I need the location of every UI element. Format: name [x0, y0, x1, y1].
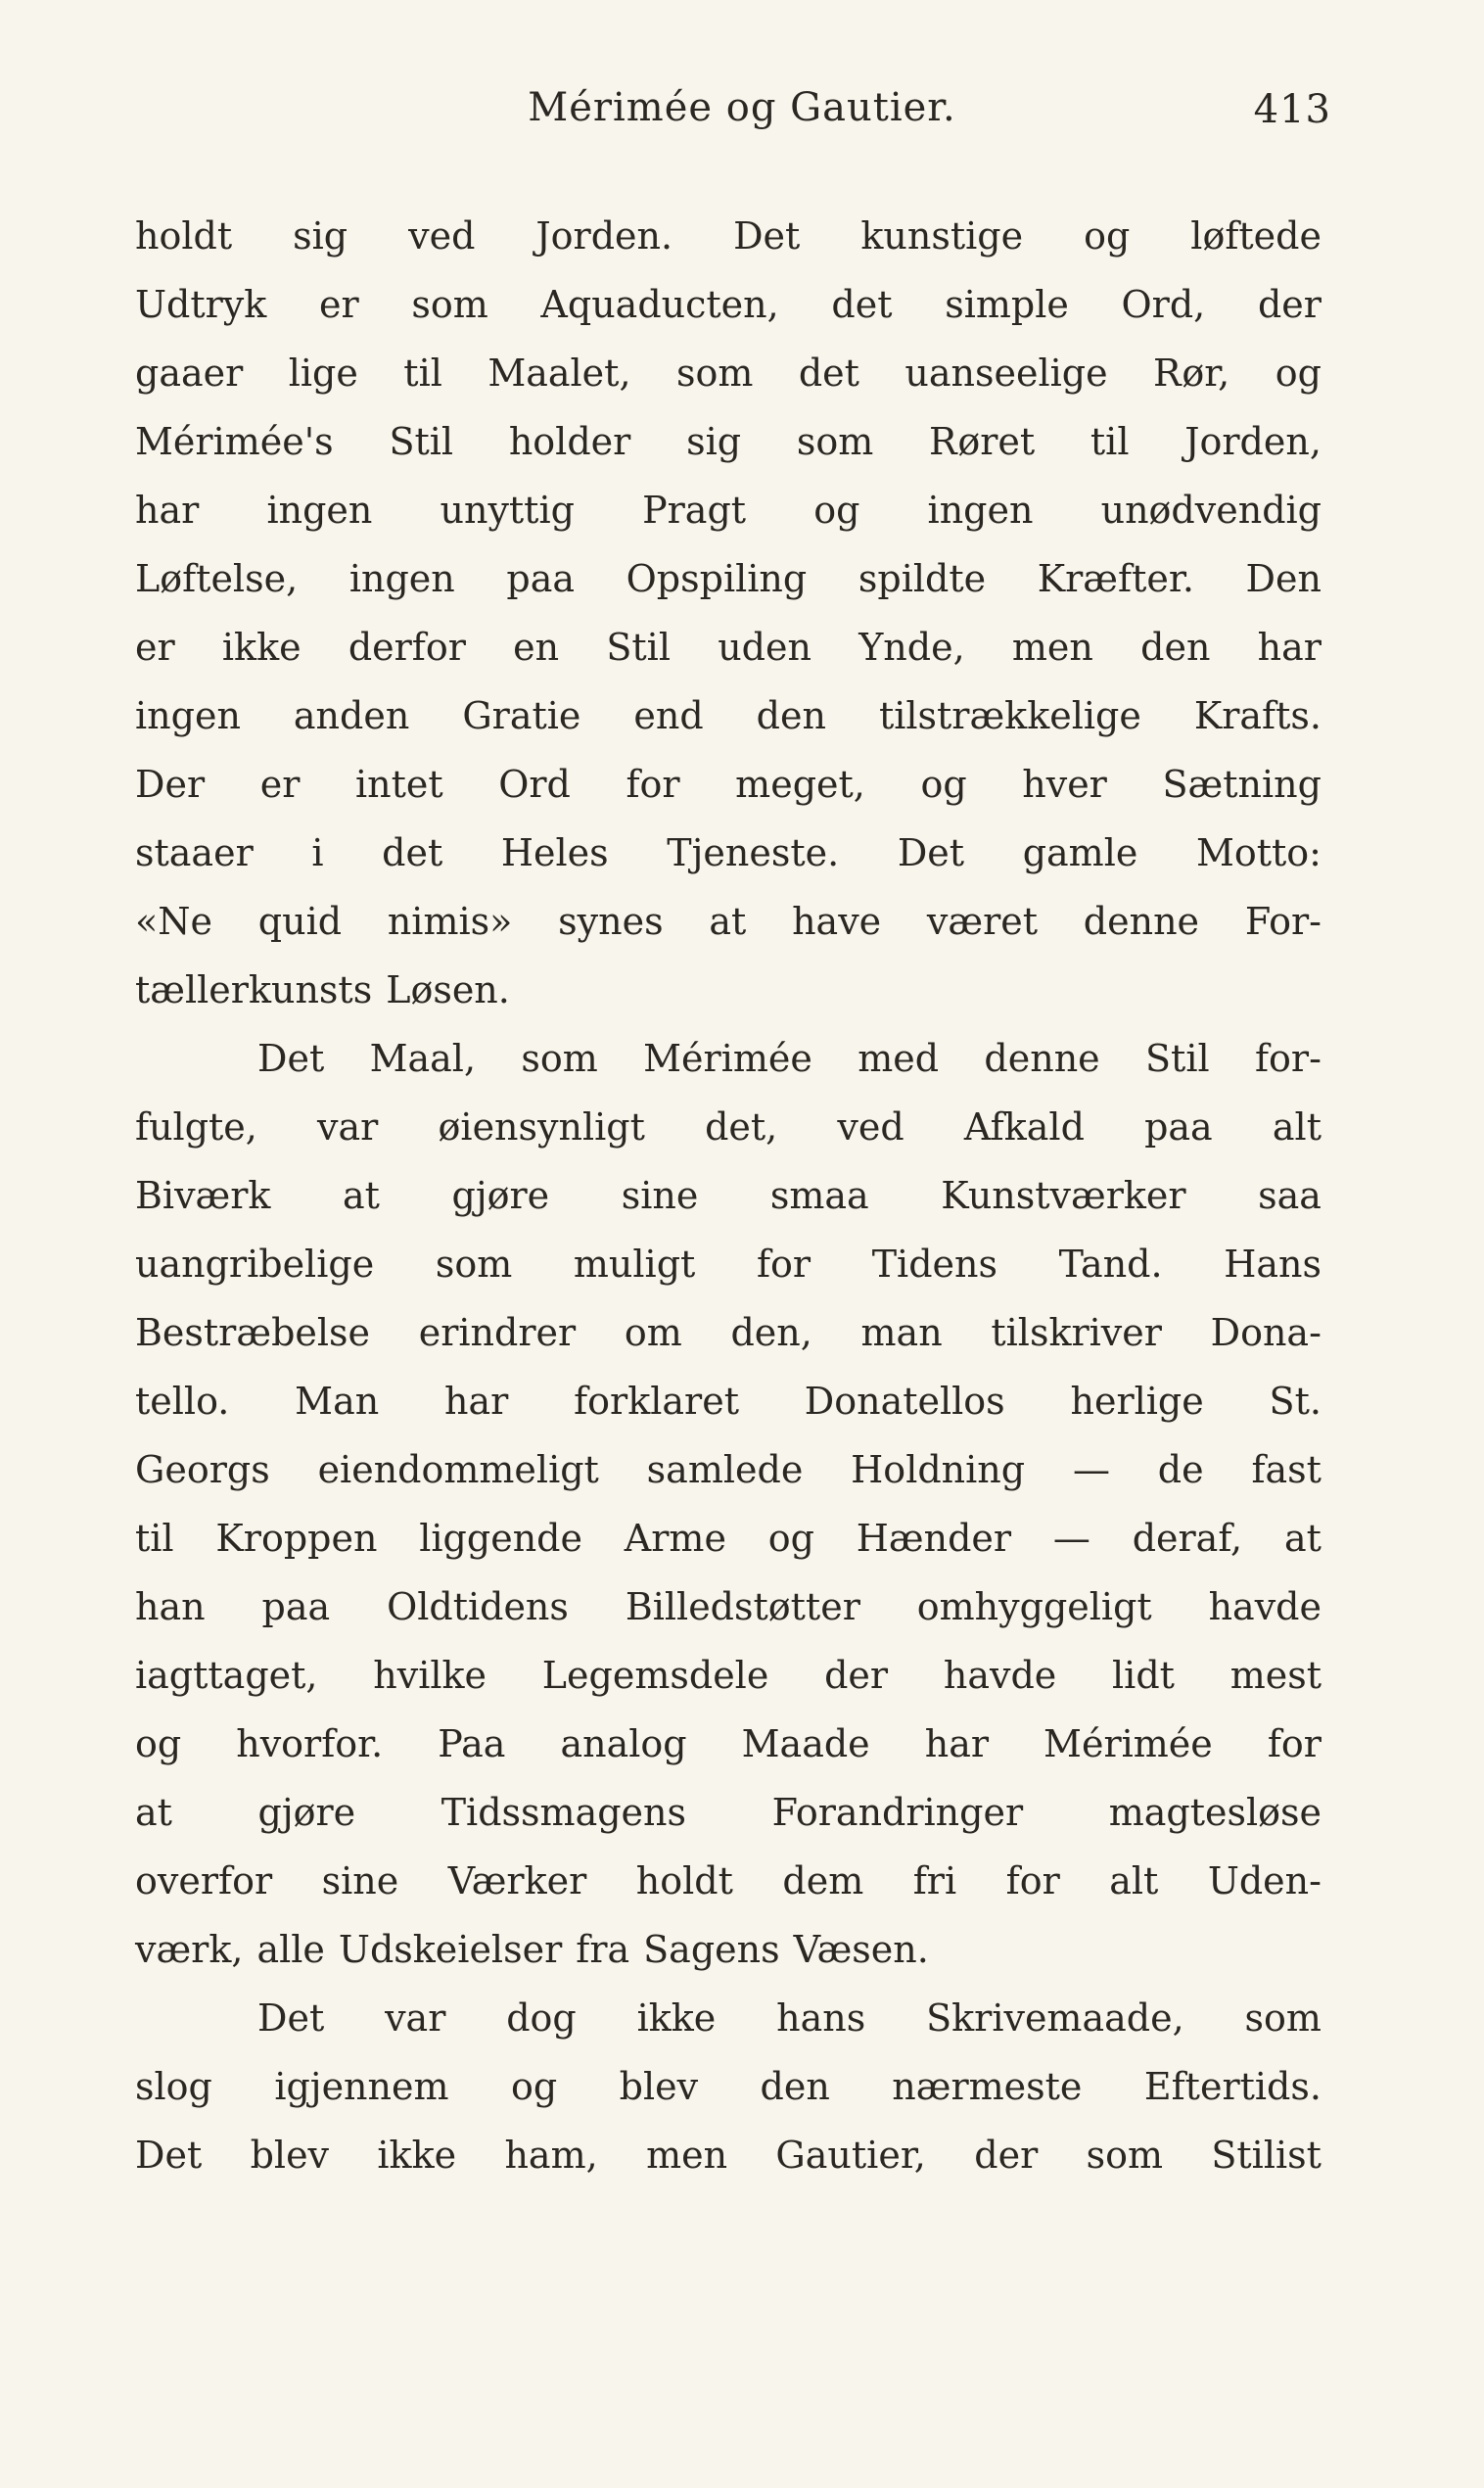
word: lidt	[1112, 1654, 1175, 1697]
word: som	[1086, 2134, 1164, 2177]
text-line	[135, 1504, 1322, 1573]
word: ikke	[221, 626, 301, 669]
word: uden	[718, 626, 812, 669]
word: Udtryk	[135, 283, 267, 326]
word: Afkald	[963, 1105, 1085, 1149]
word: de	[1157, 1448, 1204, 1491]
word: end	[633, 694, 704, 737]
word: erindrer	[418, 1311, 577, 1354]
text-line	[135, 407, 1322, 476]
word: Ynde,	[858, 626, 965, 669]
word: sine	[621, 1174, 699, 1217]
word: Motto:	[1195, 831, 1322, 874]
word: simple	[945, 283, 1069, 326]
word: til	[403, 352, 442, 395]
word: Det	[733, 214, 801, 258]
word: nærmeste	[892, 2065, 1083, 2108]
word: Kunstværker	[941, 1174, 1186, 1217]
word: liggende	[419, 1517, 582, 1560]
text-line	[135, 270, 1322, 339]
word: i	[311, 831, 324, 874]
word: paa	[506, 557, 576, 600]
word: Gratie	[462, 694, 581, 737]
word: slog	[135, 2065, 212, 2108]
word: og	[767, 1517, 814, 1560]
word: paa	[1144, 1105, 1213, 1149]
word: Mérimée	[643, 1037, 812, 1080]
word: ved	[408, 214, 476, 258]
word: Bestræbelse	[135, 1311, 371, 1354]
word: alt	[1109, 1859, 1159, 1902]
word: fast	[1251, 1448, 1322, 1491]
word: uangribelige	[135, 1243, 375, 1286]
word: Aquaducten,	[540, 283, 779, 326]
word: Krafts.	[1193, 694, 1322, 737]
text-line	[135, 887, 1322, 956]
word: Det	[897, 831, 965, 874]
word: Ord	[498, 763, 571, 806]
word: magtesløse	[1108, 1791, 1322, 1834]
word: det	[382, 831, 443, 874]
word: omhyggeligt	[916, 1585, 1152, 1628]
word: Jorden.	[535, 214, 673, 258]
text-line	[135, 1710, 1322, 1778]
word: værk,	[135, 1928, 244, 1971]
word: spildte	[858, 557, 987, 600]
word: Georgs	[135, 1448, 270, 1491]
word: holder	[508, 420, 631, 463]
word: ved	[837, 1105, 904, 1149]
word: synes	[558, 900, 664, 943]
text-line	[135, 1024, 1322, 1093]
word: ingen	[927, 489, 1034, 532]
word: Det	[257, 1996, 325, 2040]
word: og	[1084, 214, 1131, 258]
word: for	[1005, 1859, 1060, 1902]
word: Stil	[606, 626, 671, 669]
word: kunstige	[860, 214, 1024, 258]
word: er	[135, 626, 175, 669]
word: tilstrækkelige	[878, 694, 1141, 737]
word: havde	[1208, 1585, 1322, 1628]
word: samlede	[646, 1448, 804, 1491]
word: har	[924, 1722, 990, 1765]
body-text	[135, 202, 1322, 2189]
word: overfor	[135, 1859, 273, 1902]
word: Værker	[447, 1859, 587, 1902]
word: Kroppen	[215, 1517, 378, 1560]
word: gjøre	[451, 1174, 550, 1217]
text-line	[135, 1778, 1322, 1847]
word: quid	[257, 900, 343, 943]
word: muligt	[573, 1243, 696, 1286]
word: sig	[293, 214, 348, 258]
word: der	[824, 1654, 889, 1697]
word: den	[756, 694, 826, 737]
word: fulgte,	[135, 1105, 257, 1149]
word: have	[792, 900, 882, 943]
word: Stilist	[1211, 2134, 1322, 2177]
word: Sætning	[1162, 763, 1322, 806]
word: anden	[293, 694, 410, 737]
word: den,	[730, 1311, 812, 1354]
word: og	[813, 489, 860, 532]
word: Stil	[1145, 1037, 1210, 1080]
word: løftede	[1190, 214, 1322, 258]
word: for	[626, 763, 680, 806]
word: hvorfor.	[236, 1722, 384, 1765]
word: herlige	[1070, 1380, 1204, 1423]
word: Maade	[741, 1722, 870, 1765]
word: og	[1275, 352, 1322, 395]
text-line	[135, 2121, 1322, 2189]
word: man	[860, 1311, 943, 1354]
word: Hans	[1224, 1243, 1322, 1286]
word: om	[624, 1311, 682, 1354]
word: som	[796, 420, 874, 463]
word: Mérimée	[1043, 1722, 1213, 1765]
word: Maalet,	[487, 352, 631, 395]
word: Skrivemaade,	[926, 1996, 1184, 2040]
word: Den	[1245, 557, 1322, 600]
word: denne	[1083, 900, 1200, 943]
word: gamle	[1022, 831, 1138, 874]
word: er	[318, 283, 359, 326]
word: øiensynligt	[438, 1105, 645, 1149]
word: Man	[295, 1380, 380, 1423]
word: Hænder	[856, 1517, 1012, 1560]
word: hvilke	[373, 1654, 487, 1697]
word: Væsen.	[793, 1928, 929, 1971]
text-line	[135, 1367, 1322, 1435]
word: Legemsdele	[541, 1654, 769, 1697]
word: til	[135, 1517, 174, 1560]
word: blev	[619, 2065, 699, 2108]
word: Biværk	[135, 1174, 271, 1217]
word: Udskeielser	[338, 1928, 563, 1971]
text-line	[135, 1298, 1322, 1367]
word: For-	[1244, 900, 1322, 943]
word: det,	[705, 1105, 778, 1149]
word: Tidens	[871, 1243, 997, 1286]
word: at	[709, 900, 747, 943]
word: som	[411, 283, 488, 326]
word: Rør,	[1153, 352, 1230, 395]
word: fri	[912, 1859, 957, 1902]
word: iagttaget,	[135, 1654, 318, 1697]
word: Arme	[624, 1517, 726, 1560]
word: alt	[1272, 1105, 1322, 1149]
word: mest	[1229, 1654, 1322, 1697]
word: sig	[686, 420, 742, 463]
text-line	[135, 1161, 1322, 1230]
word: igjennem	[274, 2065, 449, 2108]
word: hver	[1022, 763, 1107, 806]
word: til	[1090, 420, 1130, 463]
text-line	[135, 819, 1322, 887]
word: Eftertids.	[1143, 2065, 1322, 2108]
word: at	[343, 1174, 380, 1217]
word: analog	[560, 1722, 687, 1765]
word: «Ne	[135, 900, 212, 943]
word: Maal,	[369, 1037, 477, 1080]
word: sine	[321, 1859, 399, 1902]
word: Tjeneste.	[667, 831, 840, 874]
word: St.	[1269, 1380, 1322, 1423]
text-line	[135, 1984, 1322, 2052]
word: og	[920, 763, 967, 806]
word: —	[1052, 1517, 1090, 1560]
word: der	[1257, 283, 1322, 326]
word: Det	[257, 1037, 325, 1080]
word: havde	[943, 1654, 1057, 1697]
text-line	[135, 544, 1322, 613]
word: —	[1072, 1448, 1110, 1491]
page-number: 413	[1253, 87, 1331, 132]
word: en	[513, 626, 560, 669]
text-line	[135, 476, 1322, 544]
word: staaer	[135, 831, 254, 874]
word: med	[858, 1037, 940, 1080]
word: Sagens	[643, 1928, 780, 1971]
word: holdt	[135, 214, 233, 258]
word: Oldtidens	[387, 1585, 569, 1628]
word: Røret	[929, 420, 1036, 463]
word: Ord,	[1121, 283, 1206, 326]
word: Dona-	[1210, 1311, 1322, 1354]
word: den	[1140, 626, 1211, 669]
word: Donatellos	[804, 1380, 1005, 1423]
word: har	[135, 489, 200, 532]
word: Løsen.	[386, 968, 510, 1011]
word: Mérimée's	[135, 420, 334, 463]
word: var	[385, 1996, 446, 2040]
word: unødvendig	[1100, 489, 1322, 532]
word: fra	[576, 1928, 630, 1971]
word: blev	[250, 2134, 330, 2177]
text-line	[135, 1093, 1322, 1161]
word: har	[444, 1380, 509, 1423]
text-line	[135, 339, 1322, 407]
word: uanseelige	[904, 352, 1108, 395]
text-line	[135, 2052, 1322, 2121]
text-line	[135, 1435, 1322, 1504]
word: er	[259, 763, 301, 806]
word: lige	[288, 352, 358, 395]
word: og	[135, 1722, 182, 1765]
word: som	[521, 1037, 598, 1080]
word: gaaer	[135, 352, 244, 395]
word: det	[831, 283, 893, 326]
word: tello.	[135, 1380, 230, 1423]
word: som	[1244, 1996, 1322, 2040]
word: ingen	[348, 557, 455, 600]
word: intet	[354, 763, 443, 806]
word: som	[435, 1243, 513, 1286]
word: at	[1283, 1517, 1322, 1560]
word: forklaret	[574, 1380, 739, 1423]
text-line	[135, 956, 1322, 1024]
text-line	[135, 202, 1322, 270]
word: Jorden,	[1184, 420, 1322, 463]
word: Kræfter.	[1037, 557, 1194, 600]
word: hans	[776, 1996, 866, 2040]
word: eiendommeligt	[317, 1448, 599, 1491]
word: for-	[1254, 1037, 1322, 1080]
text-line	[135, 1847, 1322, 1915]
word: ham,	[504, 2134, 598, 2177]
word: paa	[261, 1585, 331, 1628]
word: Løftelse,	[135, 557, 299, 600]
word: Opspiling	[626, 557, 808, 600]
text-line	[135, 1573, 1322, 1641]
word: Holdning	[851, 1448, 1026, 1491]
word: denne	[984, 1037, 1100, 1080]
word: har	[1257, 626, 1322, 669]
word: det	[798, 352, 859, 395]
text-line	[135, 613, 1322, 681]
word: holdt	[635, 1859, 733, 1902]
word: Tand.	[1058, 1243, 1163, 1286]
word: og	[510, 2065, 558, 2108]
word: været	[926, 900, 1039, 943]
word: den	[760, 2065, 830, 2108]
word: for	[1267, 1722, 1322, 1765]
word: Paa	[438, 1722, 506, 1765]
word: Billedstøtter	[625, 1585, 860, 1628]
word: ingen	[135, 694, 241, 737]
running-title: Mérimée og Gautier.	[528, 85, 956, 130]
word: som	[675, 352, 754, 395]
word: Der	[135, 763, 206, 806]
text-line	[135, 750, 1322, 819]
word: men	[1011, 626, 1093, 669]
word: Pragt	[642, 489, 747, 532]
word: dem	[782, 1859, 864, 1902]
word: Forandringer	[771, 1791, 1024, 1834]
word: deraf,	[1132, 1517, 1243, 1560]
word: han	[135, 1585, 206, 1628]
word: nimis»	[387, 900, 513, 943]
word: tællerkunsts	[135, 968, 373, 1011]
word: at	[135, 1791, 172, 1834]
word: meget,	[735, 763, 865, 806]
word: Gautier,	[775, 2134, 926, 2177]
word: unyttig	[440, 489, 575, 532]
word: alle	[256, 1928, 325, 1971]
word: Tidssmagens	[441, 1791, 687, 1834]
word: men	[646, 2134, 728, 2177]
text-line	[135, 1915, 1322, 1984]
text-line	[135, 681, 1322, 750]
text-line	[135, 1230, 1322, 1298]
word: ikke	[636, 1996, 717, 2040]
word: var	[317, 1105, 379, 1149]
word: smaa	[769, 1174, 869, 1217]
word: gjøre	[257, 1791, 356, 1834]
word: for	[756, 1243, 812, 1286]
word: Heles	[500, 831, 609, 874]
word: derfor	[348, 626, 466, 669]
word: Stil	[389, 420, 454, 463]
word: ikke	[377, 2134, 457, 2177]
text-line	[135, 1641, 1322, 1710]
word: saa	[1258, 1174, 1322, 1217]
word: dog	[506, 1996, 577, 2040]
word: Det	[135, 2134, 203, 2177]
word: Uden-	[1207, 1859, 1322, 1902]
word: der	[974, 2134, 1039, 2177]
word: ingen	[266, 489, 373, 532]
word: tilskriver	[991, 1311, 1162, 1354]
